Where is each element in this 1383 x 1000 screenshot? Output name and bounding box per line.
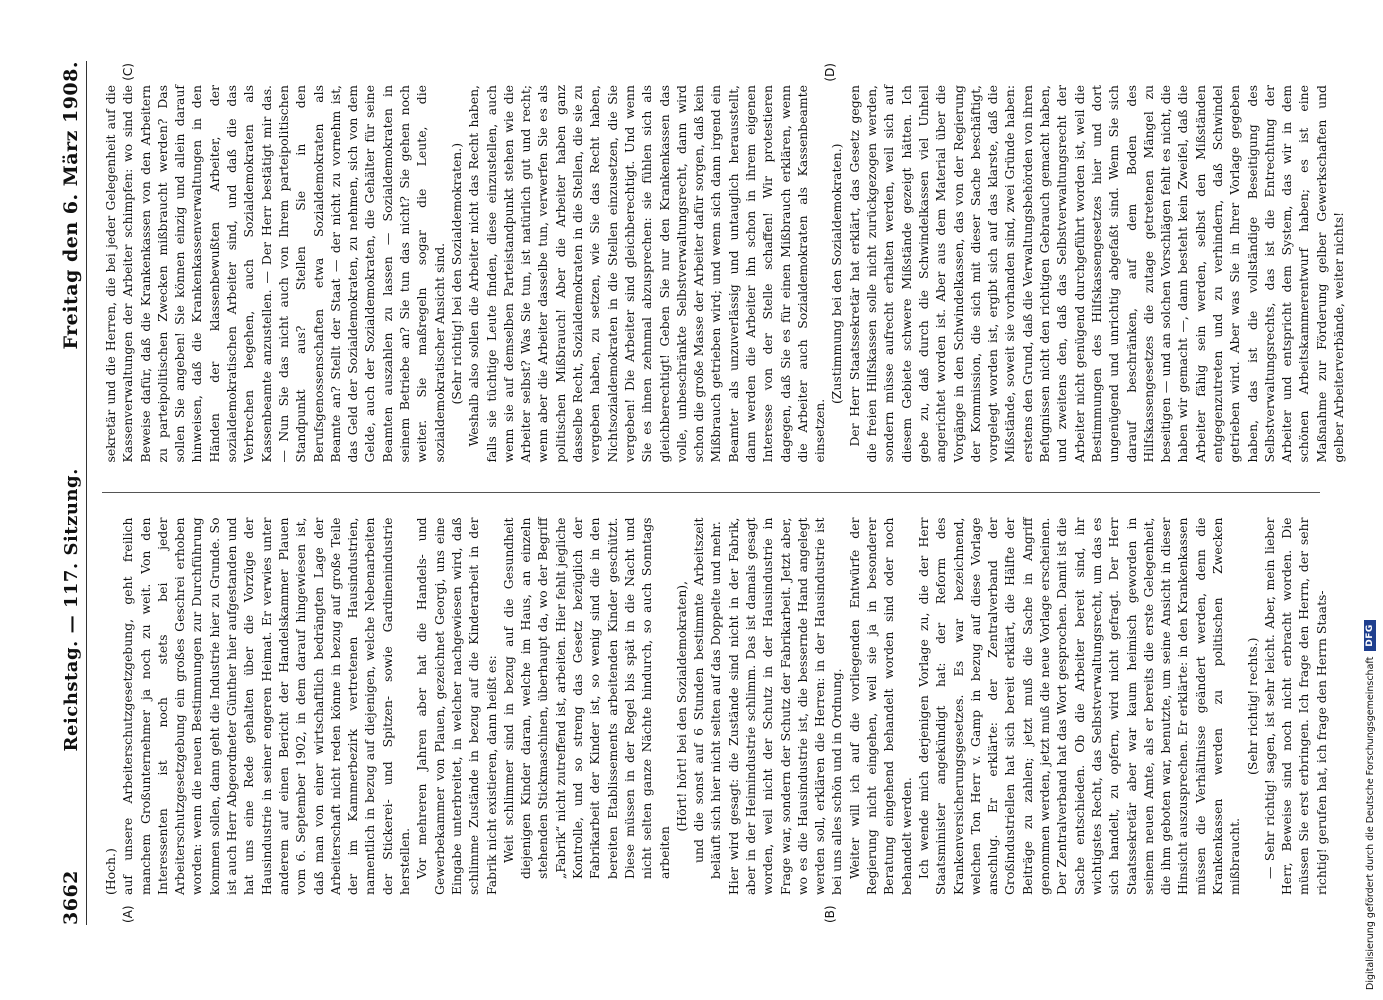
- right-column-paragraph: Der Herr Staatssekretär hat erklärt, das Gesetz gegen die freien Hilfskassen solle nicht zurückgezogen werden, sondern müsse aufrecht erhalten werden, weil sich auf diesem Gebiete schwere Mißstände gezeigt hätten. Ich gebe zu, daß durch die Schwindelkassen viel Unheil angerichtet worden ist. Aber aus dem Material über die Vorgänge in den Schwindelkassen, das von der Regierung der Kommission, die sich mit dieser Sache beschäftigt, vorgelegt worden ist, ergibt sich auf das klarste, daß die Mißstände, soweit sie vorhanden sind, zwei Gründe haben: erstens den Grund, daß die Verwaltungsbehörden von ihren Befugnissen nicht den richtigen Gebrauch gemacht haben, und zweitens den, daß das Selbstverwaltungsrecht der Arbeiter nicht genügend durchgeführt worden ist, weil die Bestimmungen des Hilfskassengesetzes hier und dort ungenügend und unrichtig abgefaßt sind. Wenn Sie sich darauf beschränken, auf dem Boden des Hilfskassengesetzes die zutage getretenen Mängel zu beseitigen — und an solchen Vorschlägen fehlt es nicht, die haben wir gemacht —, dann besteht kein Zweifel, daß die Arbeiter fähig sein werden, selbst den Mißständen entgegenzutreten und zu verhindern, daß Schwindel getrieben wird. Aber was Sie in Ihrer Vorlage gegeben haben, das ist die vollständige Beseitigung des Selbstverwaltungsrechts, das ist die Entrechtung der Arbeiter und entspricht dem System, das wir in dem schönen Arbeitskammerentwurf haben; es ist eine Maßnahme zur Förderung gelber Gewerkschaften und gelber Arbeiterverbände, weiter nichts!: [846, 85, 1347, 463]
- margin-marker-a: (A): [121, 905, 135, 923]
- page-number: 3662: [60, 870, 82, 925]
- left-column-paragraph: (Hört! hört! bei den Sozialdemokraten),: [673, 580, 689, 832]
- left-column-paragraph: und die sonst auf 6 Stunden bestimmte Arbeitszeit beläuft sich hier nicht selten auf das Doppelte und mehr.: [691, 517, 724, 879]
- margin-marker-b: (B): [823, 905, 837, 923]
- margin-marker-d: (D): [823, 63, 837, 82]
- right-column-paragraph: sekretär und die Herren, die bei jeder Gelegenheit auf die Kassenverwaltungen der Arbeiter schimpfen: wo sind die Beweise dafür, daß die Krankenkassen von den Arbeitern zu parteipolitischen Zwecken mißbraucht werden? Das sollen Sie angeben! Sie können einzig und allein darauf hinweisen, daß die Krankenkassenverwaltungen in den Händen der klassenbewußten Arbeiter, der sozialdemokratischen Arbeiter sind, und daß die das Verbrechen begehen, auch Sozialdemokraten als Kassenbeamte anzustellen. — Der Herr bestätigt mir das. — Nun Sie das nicht auch von Ihrem parteipolitischen Standpunkt aus? Stellen Sie in den Berufsgenossenschaften etwa Sozialdemokraten als Beamte an? Stellt der Staat — der nicht zu vornehm ist, das Geld der Sozialdemokraten, zu nehmen, sich von dem Gelde, auch der Sozialdemokraten, die Gehälter für seine Beamten auszahlen zu lassen — Sozialdemokraten in seinem Betriebe an? Sie tun das nicht? Sie gehen noch weiter. Sie maßregeln sogar die Leute, die sozialdemokratischer Ansicht sind.: [103, 85, 447, 463]
- left-column: [102, 494, 1329, 926]
- page-title: Reichstag. — 117. Sitzung.: [61, 468, 82, 752]
- right-column: [102, 61, 1347, 494]
- margin-marker-c: (C): [121, 63, 135, 81]
- digitization-credit: [1364, 620, 1376, 990]
- left-column-paragraph: auf unsere Arbeiterschutzgesetzgebung, geht freilich manchem Großunternehmer ja noch zu weit. Von den Interessenten ist noch stets bei jeder Arbeiterschutzgesetzgebung ein großes Geschrei erhoben worden: wenn die neuen Bestimmungen zur Durchführung kommen sollen, dann geht die Industrie hier zu Grunde. So ist auch Herr Abgeordneter Günther hier aufgestanden und hat uns eine Rede gehalten über die Vorzüge der Hausindustrie in seiner engeren Heimat. Er verwies unter anderem auf einen Bericht der Handelskammer Plauen vom 6. September 1902, in dem darauf hingewiesen ist, daß man von einer wirtschaftlich bedrängten Lage der Arbeiterschaft nicht reden könne in bezug auf große Teile der im Kammerbezirk vertretenen Hausindustrien, namentlich in bezug auf diejenigen, welche Nebenarbeiten der Stickerei- und Spitzen- sowie Gardinenindustrie herstellen.: [120, 517, 413, 895]
- left-column-paragraph: Hier wird gesagt: die Zustände sind nicht in der Fabrik, aber in der Heimindustrie schlimm. Das ist damals gesagt worden, weil nicht der Schutz in der Hausindustrie in Frage war, sondern der Schutz der Fabrikarbeit. Jetzt aber, wo es die Hausindustrie ist, die bessernde Hand angelegt werden soll, erklären die Herren: in der Hausindustrie ist bei uns alles schön und in Ordnung.: [725, 517, 845, 895]
- right-column-paragraph: Weshalb also sollen die Arbeiter nicht das Recht haben, falls sie tüchtige Leute finden, diese einzustellen, auch wenn sie auf demselben Parteistandpunkt stehen wie die Arbeiter selbst? Was Sie tun, ist natürlich gut und recht; wenn aber die Arbeiter dasselbe tun, verwerfen Sie es als politischen Mißbrauch! Aber die Arbeiter haben ganz dasselbe Recht, Sozialdemokraten in die Stellen, die sie zu vergeben haben, zu setzen, wie Sie das Recht haben, Nichtsozialdemokraten in die Stellen einzusetzen, die Sie vergeben! Die Arbeiter sind gleichberechtigt. Und wenn Sie es ihnen zehnmal abzusprechen: sie fühlen sich als gleichberechtigt! Geben Sie nur den Krankenkassen das volle, unbeschränkte Selbstverwaltungsrecht, dann wird schon die große Masse der Arbeiter dafür sorgen, daß kein Mißbrauch getrieben wird; und wenn sich dann irgend ein Beamter als unzuverlässig und untauglich herausstellt, dann werden die Arbeiter ihn schon in ihrem eigenen Interesse von der Stelle schaffen! Wir protestieren dagegen, daß Sie es für einen Mißbrauch erklären, wenn die Arbeiter auch Sozialdemokraten als Kassenbeamte einsetzen.: [466, 85, 828, 463]
- left-column-paragraph: — Sehr richtig! sagen, ist sehr leicht. Aber, mein lieber Herr, Beweise sind noch nicht erbracht worden. Die müssen Sie erst erbringen. Ich frage den Herrn, der sehr richtig! gerufen hat, ich frage den Herrn Staats-: [1261, 517, 1329, 895]
- right-column-paragraph: (Zustimmung bei den Sozialdemokraten.): [829, 143, 845, 405]
- text-columns: [102, 61, 1347, 925]
- right-column-paragraph: (Sehr richtig! bei den Sozialdemokraten.): [448, 142, 464, 405]
- credit-text: Digitalisierung gefördert durch die Deutsche Forschungsgemeinschaft: [1364, 656, 1376, 990]
- left-column-paragraph: Ich wende mich derjenigen Vorlage zu, die der Herr Staatsminister angekündigt hat: der Reform des Krankenversicherungsgesetzes. Es war bezeichnend, welchen Ton Herr v. Gamp in bezug auf diese Vorlage anschlug. Er erklärte: der Zentralverband der Großindustriellen hat sich bereit erklärt, die Hälfte der Beiträge zu zahlen; jetzt muß die Sache in Angriff genommen werden, jetzt muß die neue Vorlage erscheinen. Der Zentralverband hat das Wort gesprochen. Damit ist die Sache entschieden. Ob die Arbeiter bereit sind, ihr wichtigstes Recht, das Selbstverwaltungsrecht, um das es sich handelt, zu opfern, wird nicht gefragt. Der Herr Staatssekretär aber war kaum heimisch geworden in seinem neuen Amte, als er bereits die erste Gelegenheit, die ihm geboten war, benutzte, um seine Ansicht in dieser Hinsicht auszusprechen. Er erklärte: in den Krankenkassen müssen die Verhältnisse geändert werden, denn die Krankenkassen werden zu politischen Zwecken mißbraucht.: [915, 517, 1243, 895]
- page-date: Freitag den 6. März 1908.: [60, 61, 82, 350]
- left-column-paragraph: Vor mehreren Jahren aber hat die Handels- und Gewerbekammer von Plauen, gezeichnet Georgi, uns eine Eingabe unterbreitet, in welcher nachgewiesen wird, daß schlimme Zustände in bezug auf die Kinderarbeit in der Fabrik nicht existieren, dann heißt es:: [414, 517, 499, 895]
- left-column-paragraph: (Sehr richtig! rechts.): [1244, 637, 1260, 775]
- page-header: [60, 61, 87, 925]
- left-column-paragraph: Weiter will ich auf die vorliegenden Entwürfe der Regierung nicht eingehen, weil sie ja in besonderer Beratung eingehend behandelt worden sind oder noch behandelt werden.: [846, 517, 914, 895]
- left-column-paragraph: Weit schlimmer sind in bezug auf die Gesundheit diejenigen Kinder daran, welche im Haus, an einzeln stehenden Stickmaschinen, überhaupt da, wo der Begriff „Fabrik“ nicht zutreffend ist, arbeiten. Hier fehlt jegliche Kontrolle, und so streng das Gesetz bezüglich der Fabrikarbeit der Kinder ist, so wenig sind die in den bereiten Etablissements arbeitenden Kinder geschützt. Diese müssen in der Regel bis spät in die Nacht und nicht selten ganze Nächte hindurch, so auch Sonntags arbeiten: [500, 517, 672, 879]
- document-page: [50, 45, 1347, 945]
- dfg-logo: DFG: [1364, 620, 1376, 651]
- left-column-paragraph: (Hoch.): [103, 848, 118, 895]
